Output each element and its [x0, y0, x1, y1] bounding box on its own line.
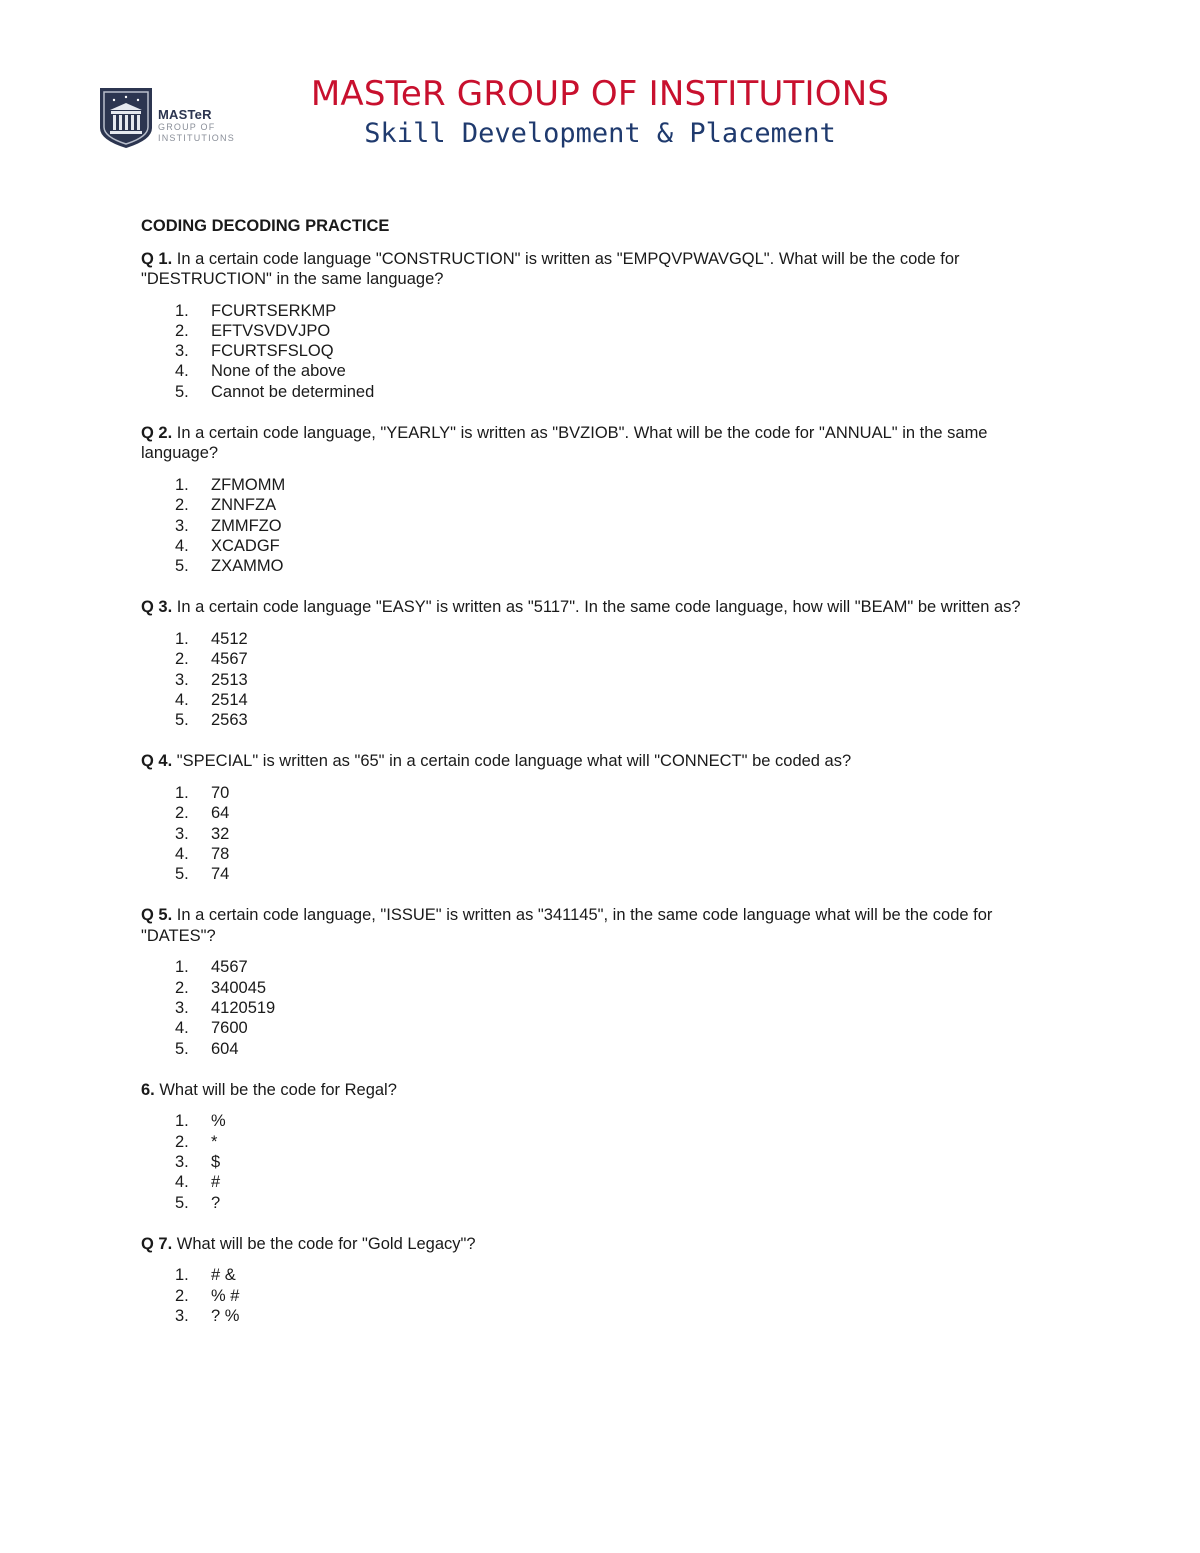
option-number: 4.: [175, 1019, 189, 1038]
question-text: [141, 423, 1061, 464]
question-prompt: In a certain code language, "ISSUE" is written as "341145", in the same code language what will be the code for "DATES"?: [141, 906, 993, 945]
option-text: 32: [211, 824, 230, 843]
answer-option: [141, 1018, 1061, 1038]
answer-option: [141, 844, 1061, 864]
option-text: FCURTSFSLOQ: [211, 342, 334, 361]
option-number: 3.: [175, 1153, 189, 1172]
question-number: Q 4.: [141, 752, 173, 771]
answer-option: [141, 710, 1061, 730]
answer-option: [141, 495, 1061, 515]
question-list: [141, 249, 1061, 1327]
question-text: [141, 1080, 1061, 1101]
option-text: # &: [211, 1266, 236, 1285]
option-number: 2.: [175, 650, 189, 669]
document-body: [141, 216, 1061, 1347]
answer-option: [141, 516, 1061, 536]
option-number: 5.: [175, 1039, 189, 1058]
option-number: 1.: [175, 1112, 189, 1131]
option-number: 5.: [175, 382, 189, 401]
option-list: [141, 301, 1061, 402]
department-subtitle: Skill Development & Placement: [364, 118, 836, 149]
option-text: 604: [211, 1039, 239, 1058]
option-list: [141, 783, 1061, 884]
option-number: 5.: [175, 1193, 189, 1212]
logo-sub-line2: INSTITUTIONS: [158, 133, 235, 143]
option-text: ?: [211, 1193, 221, 1212]
answer-option: [141, 1193, 1061, 1213]
option-text: None of the above: [211, 362, 346, 381]
answer-option: [141, 536, 1061, 556]
answer-option: [141, 1132, 1061, 1152]
option-text: 7600: [211, 1019, 248, 1038]
option-number: 2.: [175, 321, 189, 340]
page-header: [0, 0, 1200, 170]
question-prompt: In a certain code language "CONSTRUCTION" is written as "EMPQVPWAVGQL". What will be the code for "DESTRUCTION" in the same language?: [141, 249, 960, 288]
option-number: 2.: [175, 1286, 189, 1305]
option-number: 5.: [175, 711, 189, 730]
answer-option: [141, 670, 1061, 690]
question-block: [141, 597, 1061, 730]
answer-option: [141, 1172, 1061, 1192]
option-text: ZMMFZO: [211, 516, 282, 535]
option-text: 4567: [211, 650, 248, 669]
section-title: CODING DECODING PRACTICE: [141, 217, 390, 235]
option-number: 2.: [175, 978, 189, 997]
option-text: #: [211, 1173, 221, 1192]
option-number: 5.: [175, 865, 189, 884]
option-number: 3.: [175, 824, 189, 843]
answer-option: [141, 690, 1061, 710]
option-number: 1.: [175, 301, 189, 320]
question-block: [141, 751, 1061, 884]
answer-option: [141, 649, 1061, 669]
option-text: 78: [211, 844, 230, 863]
answer-option: [141, 301, 1061, 321]
answer-option: [141, 957, 1061, 977]
option-text: 2514: [211, 690, 248, 709]
question-block: [141, 423, 1061, 576]
question-number: Q 2.: [141, 423, 173, 442]
question-prompt: What will be the code for "Gold Legacy"?: [176, 1234, 476, 1253]
question-block: [141, 1234, 1061, 1326]
answer-option: [141, 361, 1061, 381]
answer-option: [141, 978, 1061, 998]
answer-option: [141, 783, 1061, 803]
question-text: [141, 249, 1061, 290]
option-text: %: [211, 1112, 226, 1131]
option-number: 1.: [175, 1266, 189, 1285]
answer-option: [141, 556, 1061, 576]
option-number: 4.: [175, 690, 189, 709]
answer-option: [141, 1111, 1061, 1131]
question-prompt: What will be the code for Regal?: [159, 1080, 397, 1099]
option-number: 1.: [175, 475, 189, 494]
answer-option: [141, 824, 1061, 844]
option-text: FCURTSERKMP: [211, 301, 337, 320]
option-text: XCADGF: [211, 536, 280, 555]
question-number: 6.: [141, 1080, 155, 1099]
option-number: 4.: [175, 362, 189, 381]
option-list: [141, 475, 1061, 576]
question-text: [141, 905, 1061, 946]
option-text: EFTVSVDVJPO: [211, 321, 331, 340]
option-number: 1.: [175, 958, 189, 977]
question-prompt: In a certain code language "EASY" is written as "5117". In the same code language, how will "BEAM" be written as?: [176, 598, 1021, 617]
question-prompt: In a certain code language, "YEARLY" is written as "BVZIOB". What will be the code for "ANNUAL" in the same language?: [141, 423, 988, 463]
option-number: 3.: [175, 670, 189, 689]
option-list: [141, 1111, 1061, 1212]
option-number: 4.: [175, 844, 189, 863]
answer-option: [141, 629, 1061, 649]
option-number: 3.: [175, 999, 189, 1018]
question-block: [141, 249, 1061, 402]
option-text: ? %: [211, 1307, 240, 1325]
question-block: [141, 905, 1061, 1058]
option-text: 64: [211, 804, 230, 823]
option-number: 3.: [175, 1307, 189, 1325]
answer-option: [141, 475, 1061, 495]
answer-option: [141, 341, 1061, 361]
question-block: [141, 1080, 1061, 1213]
option-number: 1.: [175, 629, 189, 648]
logo-sub-line1: GROUP OF: [158, 122, 216, 132]
option-text: 4512: [211, 629, 248, 648]
question-number: Q 1.: [141, 249, 173, 268]
answer-option: [141, 1286, 1061, 1306]
option-text: ZNNFZA: [211, 496, 277, 515]
option-text: 340045: [211, 978, 267, 997]
option-text: 70: [211, 783, 230, 802]
option-number: 1.: [175, 783, 189, 802]
option-text: Cannot be determined: [211, 382, 375, 401]
option-number: 2.: [175, 1132, 189, 1151]
option-list: [141, 957, 1061, 1058]
answer-option: [141, 1039, 1061, 1059]
answer-option: [141, 382, 1061, 402]
institution-title: MASTeR GROUP OF INSTITUTIONS: [310, 74, 890, 114]
question-prompt: "SPECIAL" is written as "65" in a certain code language what will "CONNECT" be coded as?: [176, 752, 852, 771]
answer-option: [141, 864, 1061, 884]
option-number: 4.: [175, 1173, 189, 1192]
option-text: *: [211, 1132, 218, 1151]
option-number: 2.: [175, 804, 189, 823]
question-text: [141, 751, 1061, 772]
answer-option: [141, 803, 1061, 823]
option-number: 2.: [175, 496, 189, 515]
option-text: 2513: [211, 670, 248, 689]
question-text: [141, 1234, 1061, 1255]
answer-option: [141, 321, 1061, 341]
answer-option: [141, 1306, 1061, 1326]
option-number: 4.: [175, 536, 189, 555]
option-text: % #: [211, 1286, 240, 1305]
option-text: 2563: [211, 711, 248, 730]
option-text: $: [211, 1153, 221, 1172]
option-text: 4567: [211, 958, 248, 977]
option-text: 4120519: [211, 999, 276, 1018]
option-list: [141, 1265, 1061, 1326]
option-list: [141, 629, 1061, 730]
option-number: 3.: [175, 342, 189, 361]
answer-option: [141, 1152, 1061, 1172]
answer-option: [141, 998, 1061, 1018]
option-text: ZFMOMM: [211, 475, 286, 494]
question-number: Q 5.: [141, 906, 173, 925]
question-text: [141, 597, 1061, 618]
logo-brand: MASTeR: [158, 107, 212, 122]
question-number: Q 7.: [141, 1234, 173, 1253]
option-number: 5.: [175, 557, 189, 576]
option-text: ZXAMMO: [211, 557, 284, 576]
option-number: 3.: [175, 516, 189, 535]
answer-option: [141, 1265, 1061, 1285]
option-text: 74: [211, 865, 230, 884]
question-number: Q 3.: [141, 598, 173, 617]
